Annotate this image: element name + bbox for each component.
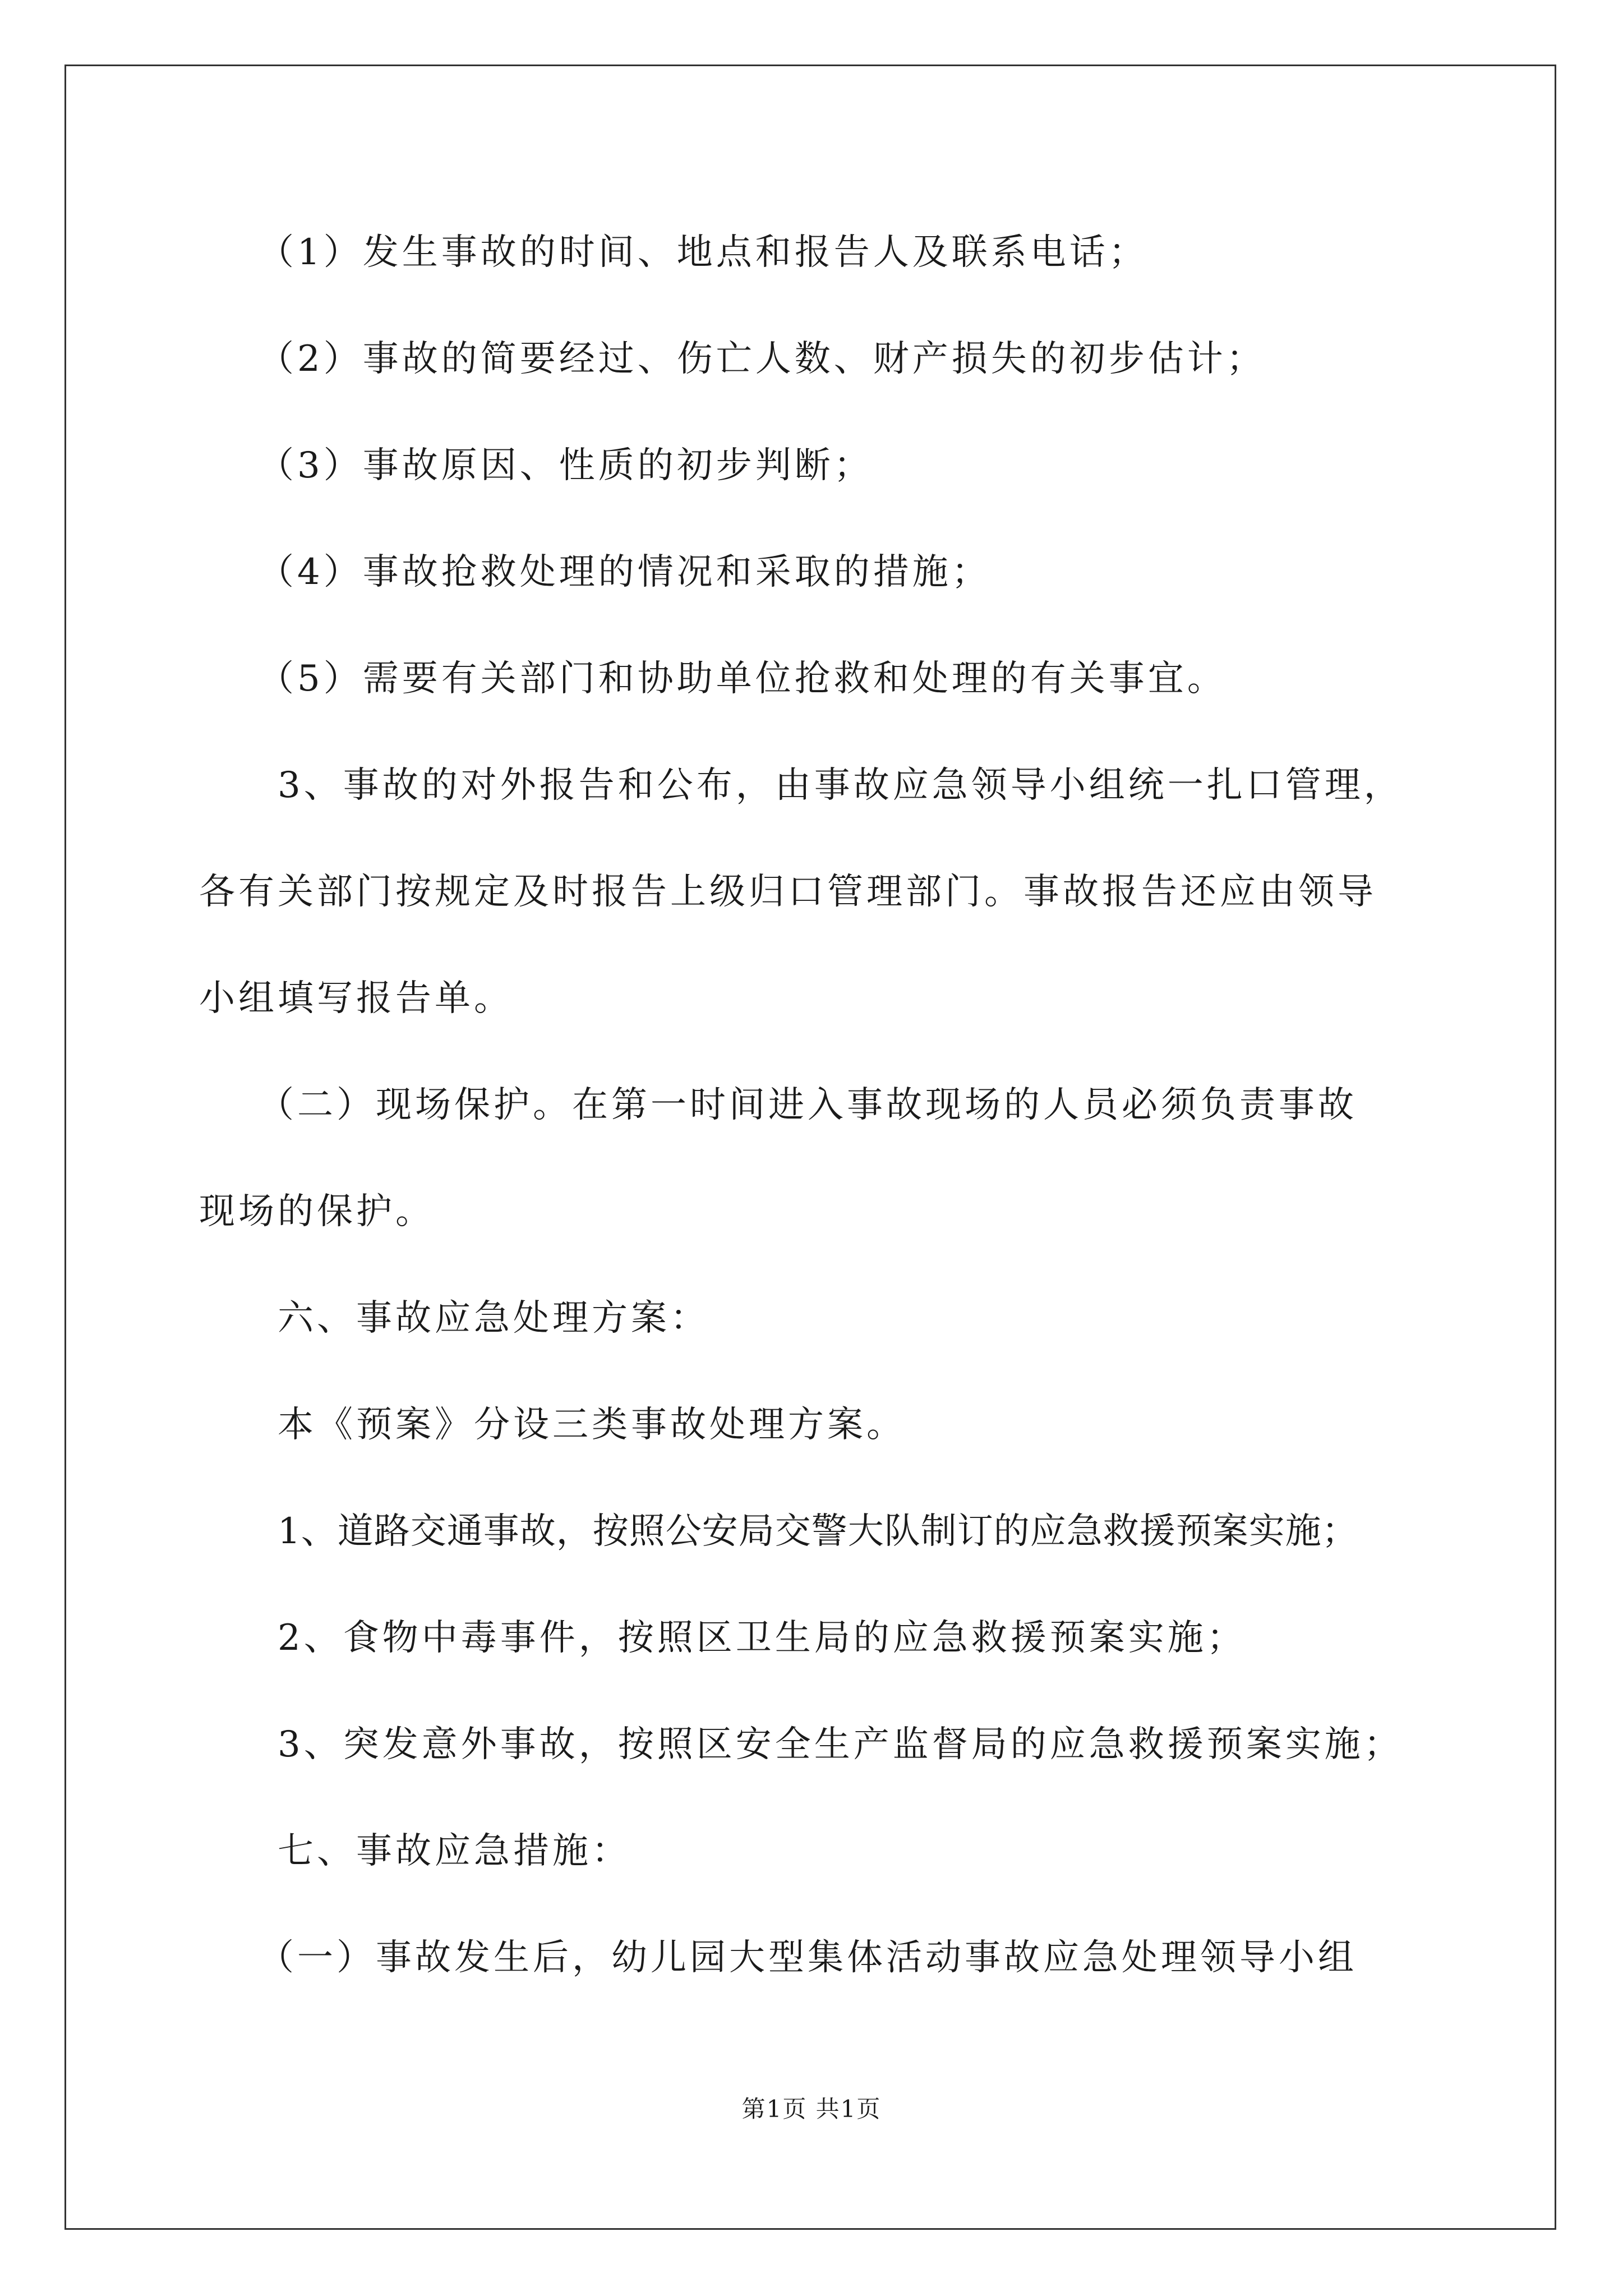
text-line: （2）事故的简要经过、伤亡人数、财产损失的初步估计；	[258, 338, 1266, 380]
text-line: （1）发生事故的时间、地点和报告人及联系电话；	[258, 232, 1148, 273]
text-line: 本《预案》分设三类事故处理方案。	[278, 1404, 906, 1446]
text-line: （二）现场保护。在第一时间进入事故现场的人员必须负责事故	[258, 1084, 1357, 1126]
text-line: 六、事故应急处理方案：	[278, 1297, 709, 1339]
text-line: 现场的保护。	[199, 1191, 435, 1232]
text-line: 3、事故的对外报告和公布，由事故应急领导小组统一扎口管理，	[278, 765, 1403, 806]
page-footer: 第1页 共1页	[741, 2095, 882, 2123]
text-line: 3、突发意外事故，按照区安全生产监督局的应急救援预案实施；	[278, 1724, 1403, 1765]
text-line: （一）事故发生后，幼儿园大型集体活动事故应急处理领导小组	[258, 1937, 1357, 1978]
text-line: 2、食物中毒事件，按照区卫生局的应急救援预案实施；	[278, 1617, 1246, 1659]
text-line: 七、事故应急措施：	[278, 1830, 631, 1872]
text-line: 小组填写报告单。	[199, 978, 513, 1019]
text-line: （3）事故原因、性质的初步判断；	[258, 445, 873, 486]
text-line: 1、道路交通事故，按照公安局交警大队制订的应急救援预案实施；	[278, 1511, 1358, 1552]
text-line: （5）需要有关部门和协助单位抢救和处理的有关事宜。	[258, 658, 1227, 700]
text-line: （4）事故抢救处理的情况和采取的措施；	[258, 551, 991, 593]
text-line: 各有关部门按规定及时报告上级归口管理部门。事故报告还应由领导	[199, 871, 1377, 913]
